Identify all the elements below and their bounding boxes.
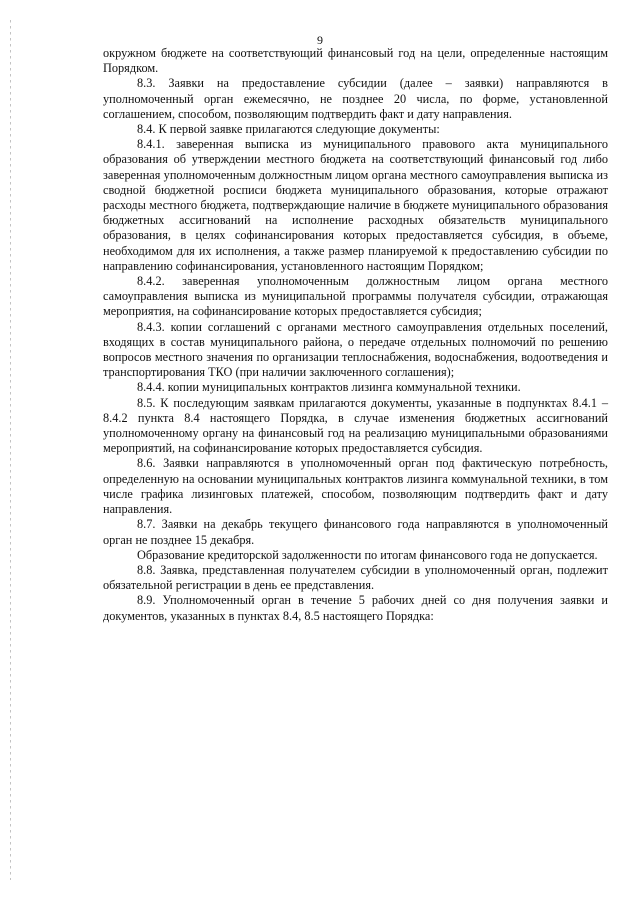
document-body	[103, 46, 608, 624]
paragraph-8-8: 8.8. Заявка, представленная получателем субсидии в уполномоченный орган, подлежит обязательной регистрации в день ее представления.	[103, 562, 608, 593]
paragraph-8-3: 8.3. Заявки на предоставление субсидии (далее – заявки) направляются в уполномоченный орган ежемесячно, не позднее 20 числа, по форме, установленной соглашением, способом, позволяющим подтвердить факт и дату направления.	[103, 76, 608, 121]
page-number: 9	[317, 33, 323, 47]
paragraph-8-4-1: 8.4.1. заверенная выписка из муниципального правового акта муниципального образования об утверждении местного бюджета на соответствующий финансовый год либо заверенная уполномоченным должностным лицом органа местного самоуправления выписка из сводной бюджетной росписи бюджета муниципального образования, которые отражают расходы местного бюджета, подтверждающие наличие в бюджете муниципального образования бюджетных ассигнований на исполнение расходных обязательств муниципального образования, в целях софинансирования которых предоставляется субсидия, в объеме, необходимом для их исполнения, а также размер планируемой к предоставлению субсидии по направлению софинансирования, установленного настоящим Порядком;	[103, 137, 608, 273]
paragraph-arrears: Образование кредиторской задолженности по итогам финансового года не допускается.	[137, 547, 598, 562]
paragraph-8-7: 8.7. Заявки на декабрь текущего финансового года направляются в уполномоченный орган не позднее 15 декабря.	[103, 517, 608, 547]
paragraph-8-4-2: 8.4.2. заверенная уполномоченным должностным лицом органа местного самоуправления выписка из муниципальной программы получателя субсидии, отражающая мероприятия, на софинансирование которых предоставляется субсидия;	[103, 274, 608, 319]
paragraph-8-5: 8.5. К последующим заявкам прилагаются документы, указанные в подпунктах 8.4.1 – 8.4.2 пункта 8.4 настоящего Порядка, в случае изменения бюджетных ассигнований уполномоченному органу на финансовый год на реализацию муниципальными образованиями мероприятий, на софинансирование которых предоставляется субсидия.	[103, 395, 608, 456]
paragraph-8-9: 8.9. Уполномоченный орган в течение 5 рабочих дней со дня получения заявки и документов, указанных в пунктах 8.4, 8.5 настоящего Порядка:	[103, 593, 608, 623]
paragraph-8-4: 8.4. К первой заявке прилагаются следующие документы:	[137, 122, 440, 137]
paragraph-8-4-4: 8.4.4. копии муниципальных контрактов лизинга коммунальной техники.	[137, 380, 521, 395]
paragraph-8-4-3: 8.4.3. копии соглашений с органами местного самоуправления отдельных поселений, входящих в состав муниципального района, о передаче отдельных полномочий по решению вопросов местного значения по организации теплоснабжения, водоснабжения, водоотведения и транспортирования ТКО (при наличии заключенного соглашения);	[103, 319, 608, 380]
paragraph-8-6: 8.6. Заявки направляются в уполномоченный орган под фактическую потребность, определенную на основании муниципальных контрактов лизинга коммунальной техники, в том числе графика лизинговых платежей, способом, позволяющим подтвердить факт и дату направления.	[103, 456, 608, 517]
scan-margin-dots	[10, 20, 11, 880]
paragraph-continuation: окружном бюджете на соответствующий финансовый год на цели, определенные настоящим Порядком.	[103, 46, 608, 76]
